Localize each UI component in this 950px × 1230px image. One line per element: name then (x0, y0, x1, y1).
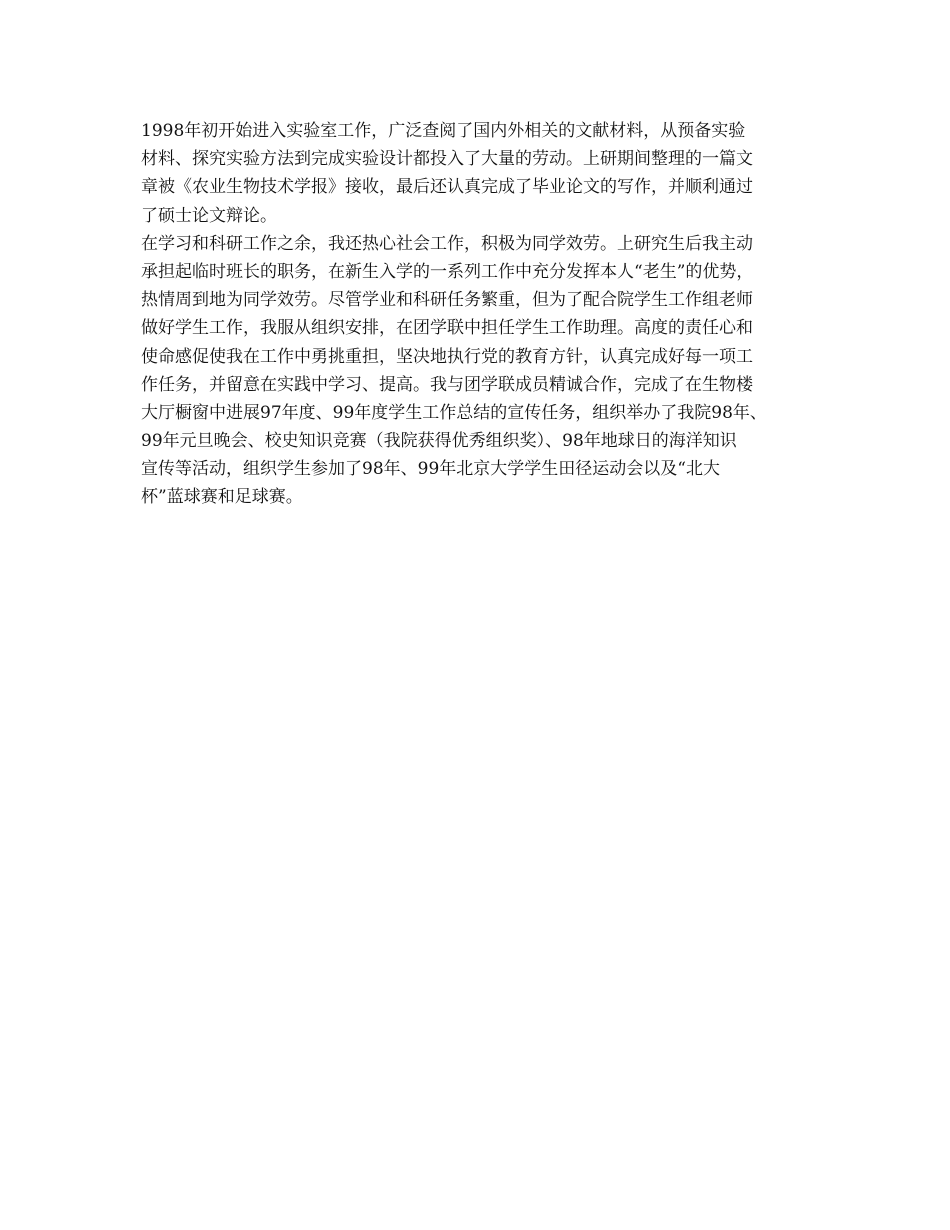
text-line: 在学习和科研工作之余，我还热心社会工作，积极为同学效劳。上研究生后我主动 (141, 233, 753, 254)
text-line: 大厅橱窗中进展97年度、99年度学生工作总结的宣传任务，组织举办了我院98年、 (141, 402, 767, 423)
text-line: 做好学生工作，我服从组织安排，在团学联中担任学生工作助理。高度的责任心和 (141, 318, 753, 339)
text-line: 使命感促使我在工作中勇挑重担，坚决地执行党的教育方针，认真完成好每一项工 (141, 346, 753, 367)
text-line: 宣传等活动，组织学生参加了98年、99年北京大学学生田径运动会以及“北大 (141, 459, 720, 480)
text-line: 作任务，并留意在实践中学习、提高。我与团学联成员精诚合作，完成了在生物楼 (141, 374, 753, 395)
paragraph-social-work (141, 230, 821, 512)
document-body (141, 117, 821, 512)
text-line: 承担起临时班长的职务，在新生入学的一系列工作中充分发挥本人“老生”的优势， (141, 261, 754, 282)
text-line: 了硕士论文辩论。 (141, 205, 277, 226)
text-line: 1998年初开始进入实验室工作，广泛查阅了国内外相关的文献材料，从预备实验 (141, 121, 746, 141)
text-line: 99年元旦晚会、校史知识竞赛（我院获得优秀组织奖）、98年地球日的海洋知识 (141, 431, 737, 452)
text-line: 材料、探究实验方法到完成实验设计都投入了大量的劳动。上研期间整理的一篇文 (141, 149, 753, 170)
paragraph-research (141, 117, 821, 230)
text-line: 章被《农业生物技术学报》接收，最后还认真完成了毕业论文的写作，并顺利通过 (141, 177, 753, 198)
text-line: 杯”蓝球赛和足球赛。 (141, 487, 303, 508)
text-line: 热情周到地为同学效劳。尽管学业和科研任务繁重，但为了配合院学生工作组老师 (141, 290, 753, 311)
